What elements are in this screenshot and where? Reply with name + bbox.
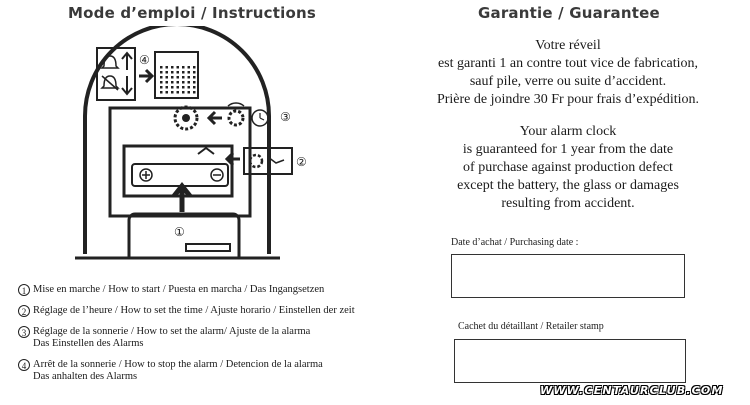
step-number: 2 — [18, 305, 30, 317]
left-arrow-icon — [209, 112, 222, 124]
grille-dot — [182, 91, 185, 94]
grille-dot — [160, 66, 163, 69]
text-line: est garanti 1 an contre tout vice de fabrication, — [437, 56, 699, 71]
step-text: Réglage de la sonnerie / How to set the alarm/ Ajuste de la alarma — [33, 326, 311, 337]
grille-dot — [193, 76, 196, 79]
text-line: Prière de joindre 30 Fr pour frais d’expédition. — [436, 92, 700, 107]
grille-dot — [182, 81, 185, 84]
grille-dot — [188, 86, 191, 89]
grille-dot — [171, 86, 174, 89]
grille-dot — [171, 71, 174, 74]
grille-dot — [166, 86, 169, 89]
grille-dot — [166, 76, 169, 79]
grille-dot — [166, 81, 169, 84]
step-text: Arrêt de la sonnerie / How to stop the alarm / Detencion de la alarma — [33, 359, 323, 370]
guarantee-text-french — [398, 37, 738, 109]
purchase-date-field[interactable] — [451, 254, 685, 298]
grille-dot — [177, 86, 180, 89]
step-text: Réglage de l’heure / How to set the time / Ajuste horario / Einstellen der zeit — [33, 305, 355, 316]
clock-housing — [85, 26, 269, 254]
up-arrow-icon — [174, 186, 190, 212]
guarantee-text-english — [398, 123, 738, 213]
step-text: Mise en marche / How to start / Puesta en marcha / Das Ingangsetzen — [33, 284, 325, 295]
instruction-step — [18, 284, 398, 296]
step-text: Das Einstellen des Alarms — [33, 338, 144, 349]
grille-dot — [182, 76, 185, 79]
instructions-title: Mode d’emploi / Instructions — [68, 4, 317, 22]
watermark: WWW.CENTAURCLUB.COM — [540, 384, 724, 397]
grille-dot — [177, 66, 180, 69]
speaker-grille-icon — [155, 52, 198, 98]
grille-dot — [171, 81, 174, 84]
grille-dot — [160, 76, 163, 79]
grille-dot — [177, 91, 180, 94]
callout-4: ④ — [139, 53, 150, 67]
instruction-step — [18, 359, 398, 383]
grille-dot — [160, 91, 163, 94]
retailer-stamp-label: Cachet du détaillant / Retailer stamp — [458, 321, 604, 332]
retailer-stamp-field[interactable] — [454, 339, 686, 383]
alarm-knob-icon — [228, 103, 244, 125]
grille-dot — [177, 76, 180, 79]
callout-3: ③ — [280, 110, 291, 124]
grille-dot — [182, 71, 185, 74]
grille-dot — [166, 71, 169, 74]
grille-dot — [188, 81, 191, 84]
purchase-date-label: Date d’achat / Purchasing date : — [451, 237, 579, 248]
grille-dot — [193, 91, 196, 94]
alarm-clock-icon — [252, 110, 268, 126]
right-arrow-icon — [139, 70, 152, 82]
step-number: 4 — [18, 359, 30, 371]
text-line: resulting from accident. — [501, 196, 635, 211]
step-number: 3 — [18, 326, 30, 338]
step-number: 1 — [18, 284, 30, 296]
grille-dot — [193, 86, 196, 89]
grille-dot — [188, 66, 191, 69]
grille-dot — [193, 71, 196, 74]
grille-dot — [177, 71, 180, 74]
step-text: Das anhalten des Alarms — [33, 371, 138, 382]
grille-dot — [193, 81, 196, 84]
instruction-steps — [18, 284, 398, 392]
text-line: is guaranteed for 1 year from the date — [462, 142, 674, 157]
up-arrow-icon — [122, 53, 132, 70]
grille-dot — [188, 71, 191, 74]
text-line: Your alarm clock — [519, 124, 617, 139]
grille-dot — [193, 66, 196, 69]
grille-dot — [160, 81, 163, 84]
grille-dot — [188, 76, 191, 79]
alarm-switch-panel — [97, 48, 135, 100]
grille-dot — [160, 71, 163, 74]
text-line: of purchase against production defect — [463, 160, 673, 175]
grille-dot — [160, 86, 163, 89]
grille-dot — [171, 91, 174, 94]
grille-dot — [182, 86, 185, 89]
alarm-clock-diagram — [0, 26, 320, 266]
text-line: sauf pile, verre ou suite d’accident. — [469, 74, 667, 89]
grille-dot — [188, 91, 191, 94]
time-knob-icon — [175, 107, 197, 129]
grille-dot — [182, 66, 185, 69]
instruction-step — [18, 326, 398, 350]
text-line: Votre réveil — [535, 38, 601, 53]
grille-dot — [177, 81, 180, 84]
plus-terminal-icon — [142, 171, 150, 179]
bell-off-icon — [102, 76, 118, 90]
callout-1: ① — [174, 225, 185, 239]
down-arrow-icon — [122, 76, 132, 94]
guarantee-title: Garantie / Guarantee — [478, 4, 660, 22]
text-line: except the battery, the glass or damages — [457, 178, 679, 193]
grille-dot — [166, 91, 169, 94]
grille-dot — [171, 76, 174, 79]
callout-2: ② — [296, 155, 307, 169]
instruction-step — [18, 305, 398, 317]
grille-dot — [171, 66, 174, 69]
grille-dot — [166, 66, 169, 69]
